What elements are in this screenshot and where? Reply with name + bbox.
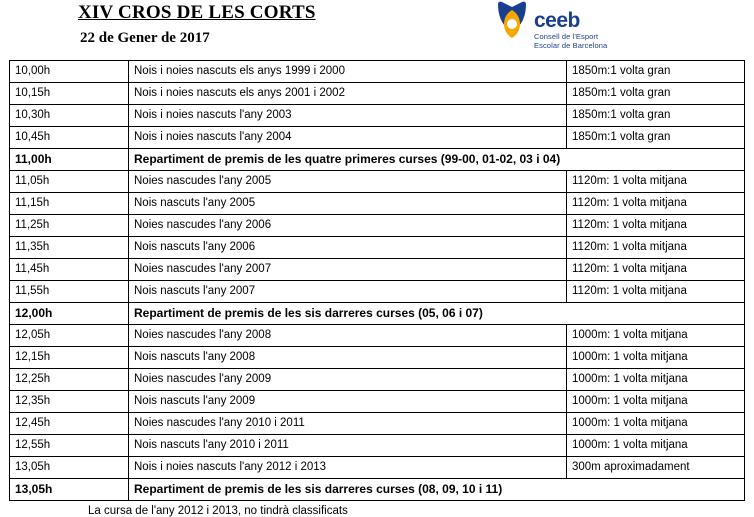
race-distance-cell: 1120m: 1 volta mitjana xyxy=(567,259,745,281)
table-row xyxy=(10,171,745,193)
table-row xyxy=(10,61,745,83)
page-subtitle: 22 de Gener de 2017 xyxy=(80,30,210,46)
race-time-cell: 11,45h xyxy=(10,259,129,281)
race-time-cell: 10,15h xyxy=(10,83,129,105)
race-distance-cell: 1120m: 1 volta mitjana xyxy=(567,171,745,193)
logo-wordmark: ceeb xyxy=(534,9,580,32)
race-description-cell: Noies nascudes l'any 2005 xyxy=(129,171,567,193)
race-distance-cell: 1120m: 1 volta mitjana xyxy=(567,237,745,259)
race-description-cell: Repartiment de premis de les quatre primeres curses (99-00, 01-02, 03 i 04) xyxy=(129,149,745,171)
race-distance-cell: 1850m:1 volta gran xyxy=(567,83,745,105)
race-distance-cell: 1000m: 1 volta mitjana xyxy=(567,391,745,413)
race-description-cell: Nois i noies nascuts els anys 1999 i 2000 xyxy=(129,61,567,83)
race-time-cell: 10,00h xyxy=(10,61,129,83)
table-row xyxy=(10,369,745,391)
race-time-cell: 11,25h xyxy=(10,215,129,237)
ceeb-logo-icon xyxy=(492,0,532,50)
logo-subtitle-line1: Consell de l'Esport xyxy=(534,32,599,41)
race-description-cell: Repartiment de premis de les sis darreres curses (08, 09, 10 i 11) xyxy=(129,479,745,501)
race-description-cell: Noies nascudes l'any 2006 xyxy=(129,215,567,237)
race-description-cell: Nois i noies nascuts l'any 2012 i 2013 xyxy=(129,457,567,479)
race-distance-cell: 1000m: 1 volta mitjana xyxy=(567,369,745,391)
table-row xyxy=(10,435,745,457)
race-description-cell: Nois nascuts l'any 2008 xyxy=(129,347,567,369)
race-time-cell: 11,00h xyxy=(10,149,129,171)
table-row xyxy=(10,457,745,479)
table-row xyxy=(10,237,745,259)
table-row xyxy=(10,303,745,325)
table-row xyxy=(10,215,745,237)
race-time-cell: 11,55h xyxy=(10,281,129,303)
table-row xyxy=(10,149,745,171)
race-distance-cell: 1000m: 1 volta mitjana xyxy=(567,413,745,435)
race-schedule-table xyxy=(9,60,745,501)
table-row xyxy=(10,413,745,435)
race-distance-cell: 1850m:1 volta gran xyxy=(567,127,745,149)
race-description-cell: Nois nascuts l'any 2009 xyxy=(129,391,567,413)
race-time-cell: 10,45h xyxy=(10,127,129,149)
table-row xyxy=(10,391,745,413)
table-row xyxy=(10,193,745,215)
race-description-cell: Nois nascuts l'any 2007 xyxy=(129,281,567,303)
race-time-cell: 12,45h xyxy=(10,413,129,435)
race-description-cell: Noies nascudes l'any 2009 xyxy=(129,369,567,391)
race-time-cell: 13,05h xyxy=(10,479,129,501)
table-row xyxy=(10,259,745,281)
race-time-cell: 12,25h xyxy=(10,369,129,391)
race-description-cell: Repartiment de premis de les sis darreres curses (05, 06 i 07) xyxy=(129,303,745,325)
race-distance-cell: 1120m: 1 volta mitjana xyxy=(567,215,745,237)
race-distance-cell: 1000m: 1 volta mitjana xyxy=(567,435,745,457)
page-title: XIV CROS DE LES CORTS xyxy=(78,2,316,23)
race-time-cell: 12,00h xyxy=(10,303,129,325)
table-row xyxy=(10,83,745,105)
race-time-cell: 11,15h xyxy=(10,193,129,215)
race-time-cell: 13,05h xyxy=(10,457,129,479)
table-row xyxy=(10,325,745,347)
race-time-cell: 10,30h xyxy=(10,105,129,127)
race-time-cell: 11,05h xyxy=(10,171,129,193)
race-description-cell: Nois nascuts l'any 2010 i 2011 xyxy=(129,435,567,457)
race-distance-cell: 1000m: 1 volta mitjana xyxy=(567,347,745,369)
table-row xyxy=(10,105,745,127)
race-distance-cell: 1850m:1 volta gran xyxy=(567,61,745,83)
race-distance-cell: 300m aproximadament xyxy=(567,457,745,479)
race-time-cell: 12,35h xyxy=(10,391,129,413)
title-block xyxy=(78,2,316,47)
race-time-cell: 12,15h xyxy=(10,347,129,369)
race-description-cell: Nois nascuts l'any 2006 xyxy=(129,237,567,259)
race-description-cell: Nois i noies nascuts l'any 2004 xyxy=(129,127,567,149)
race-description-cell: Noies nascudes l'any 2007 xyxy=(129,259,567,281)
race-distance-cell: 1120m: 1 volta mitjana xyxy=(567,193,745,215)
race-description-cell: Nois nascuts l'any 2005 xyxy=(129,193,567,215)
race-time-cell: 12,55h xyxy=(10,435,129,457)
race-distance-cell: 1000m: 1 volta mitjana xyxy=(567,325,745,347)
table-row xyxy=(10,127,745,149)
race-description-cell: Nois i noies nascuts l'any 2003 xyxy=(129,105,567,127)
table-row xyxy=(10,347,745,369)
race-distance-cell: 1120m: 1 volta mitjana xyxy=(567,281,745,303)
race-distance-cell: 1850m:1 volta gran xyxy=(567,105,745,127)
table-row xyxy=(10,281,745,303)
race-description-cell: Nois i noies nascuts els anys 2001 i 2002 xyxy=(129,83,567,105)
ceeb-logo xyxy=(492,0,662,52)
footnote: La cursa de l'any 2012 i 2013, no tindrà classificats xyxy=(88,505,348,517)
logo-subtitle-line2: Escolar de Barcelona xyxy=(534,41,608,50)
race-description-cell: Noies nascudes l'any 2008 xyxy=(129,325,567,347)
race-description-cell: Noies nascudes l'any 2010 i 2011 xyxy=(129,413,567,435)
race-time-cell: 12,05h xyxy=(10,325,129,347)
race-time-cell: 11,35h xyxy=(10,237,129,259)
document-header xyxy=(0,0,754,60)
table-row xyxy=(10,479,745,501)
